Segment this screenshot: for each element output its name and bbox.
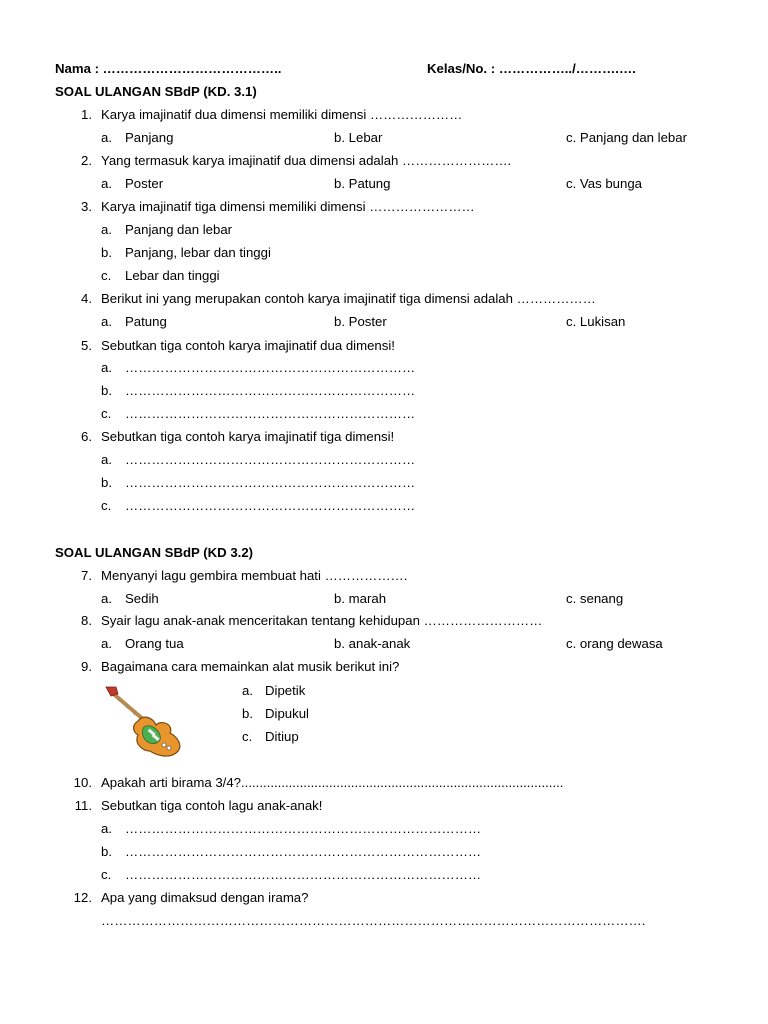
- q4-option-c: c. Lukisan: [566, 314, 626, 329]
- q8-text: Syair lagu anak-anak menceritakan tentang kehidupan ………………………: [101, 613, 543, 628]
- q8-option-a: Orang tua: [125, 636, 184, 651]
- q7-option-b: b. marah: [334, 591, 387, 606]
- q12-answer-line: …………………………………………………………………………………………………………….: [101, 913, 646, 928]
- q2-number: 2.: [81, 153, 92, 168]
- q9-option-a: Dipetik: [265, 683, 306, 698]
- q8-option-b: b. anak-anak: [334, 636, 411, 651]
- section-title-kd31: SOAL ULANGAN SBdP (KD. 3.1): [55, 84, 257, 99]
- q3-option-a: Panjang dan lebar: [125, 222, 233, 237]
- q1-text: Karya imajinatif dua dimensi memiliki dimensi …………………: [101, 107, 463, 122]
- section-title-kd32: SOAL ULANGAN SBdP (KD 3.2): [55, 545, 254, 560]
- q7-text: Menyanyi lagu gembira membuat hati ……………….: [101, 568, 408, 583]
- q6-blank-b: …………………………………………………………: [125, 475, 416, 490]
- q5-blank-b-letter: b.: [101, 383, 112, 398]
- q9-option-b-letter: b.: [242, 706, 253, 721]
- q7-number: 7.: [81, 568, 92, 583]
- q6-blank-b-letter: b.: [101, 475, 112, 490]
- q4-number: 4.: [81, 291, 92, 306]
- q1-option-c: c. Panjang dan lebar: [566, 130, 687, 145]
- q4-option-b: b. Poster: [334, 314, 387, 329]
- q7-option-c: c. senang: [566, 591, 624, 606]
- q11-blank-b: ………………………………………………………………………: [125, 844, 482, 859]
- q9-number: 9.: [81, 659, 92, 674]
- q5-text: Sebutkan tiga contoh karya imajinatif dua dimensi!: [101, 338, 395, 353]
- q5-blank-c-letter: c.: [101, 406, 112, 421]
- q2-option-b: b. Patung: [334, 176, 391, 191]
- q6-number: 6.: [81, 429, 92, 444]
- q11-blank-a-letter: a.: [101, 821, 112, 836]
- q6-blank-a: …………………………………………………………: [125, 452, 416, 467]
- q10-number: 10.: [73, 775, 92, 790]
- q6-blank-c-letter: c.: [101, 498, 112, 513]
- q2-text: Yang termasuk karya imajinatif dua dimensi adalah …………………….: [101, 153, 512, 168]
- q9-option-b: Dipukul: [265, 706, 309, 721]
- q8-option-a-letter: a.: [101, 636, 112, 651]
- q7-option-a-letter: a.: [101, 591, 112, 606]
- q5-blank-c: …………………………………………………………: [125, 406, 416, 421]
- q6-blank-c: …………………………………………………………: [125, 498, 416, 513]
- q3-option-c-letter: c.: [101, 268, 112, 283]
- q4-option-a-letter: a.: [101, 314, 112, 329]
- q5-number: 5.: [81, 338, 92, 353]
- q3-option-c: Lebar dan tinggi: [125, 268, 220, 283]
- q9-option-c: Ditiup: [265, 729, 299, 744]
- q11-blank-c: ………………………………………………………………………: [125, 867, 482, 882]
- q10-text: Apakah arti birama 3/4?........................................................................................: [101, 775, 564, 790]
- q5-blank-a-letter: a.: [101, 360, 112, 375]
- q4-option-a: Patung: [125, 314, 167, 329]
- q1-option-a-letter: a.: [101, 130, 112, 145]
- q6-blank-a-letter: a.: [101, 452, 112, 467]
- q2-option-c: c. Vas bunga: [566, 176, 643, 191]
- q5-blank-b: …………………………………………………………: [125, 383, 416, 398]
- q9-option-a-letter: a.: [242, 683, 253, 698]
- q9-option-c-letter: c.: [242, 729, 253, 744]
- q1-option-a: Panjang: [125, 130, 174, 145]
- nama-field: Nama : …………………………………..: [55, 61, 282, 76]
- q12-text: Apa yang dimaksud dengan irama?: [101, 890, 309, 905]
- q3-text: Karya imajinatif tiga dimensi memiliki dimensi ……………………: [101, 199, 475, 214]
- q11-blank-b-letter: b.: [101, 844, 112, 859]
- q3-option-b-letter: b.: [101, 245, 112, 260]
- q3-option-b: Panjang, lebar dan tinggi: [125, 245, 271, 260]
- q1-number: 1.: [81, 107, 92, 122]
- kelas-field: Kelas/No. : ……………../……….….: [427, 61, 636, 76]
- q8-number: 8.: [81, 613, 92, 628]
- electric-guitar-image: [104, 685, 184, 757]
- q11-text: Sebutkan tiga contoh lagu anak-anak!: [101, 798, 323, 813]
- q2-option-a: Poster: [125, 176, 164, 191]
- q5-blank-a: …………………………………………………………: [125, 360, 416, 375]
- q11-blank-c-letter: c.: [101, 867, 112, 882]
- q11-blank-a: ………………………………………………………………………: [125, 821, 482, 836]
- q1-option-b: b. Lebar: [334, 130, 383, 145]
- q7-option-a: Sedih: [125, 591, 159, 606]
- q3-option-a-letter: a.: [101, 222, 112, 237]
- q4-text: Berikut ini yang merupakan contoh karya imajinatif tiga dimensi adalah ………………: [101, 291, 596, 306]
- q6-text: Sebutkan tiga contoh karya imajinatif tiga dimensi!: [101, 429, 395, 444]
- q2-option-a-letter: a.: [101, 176, 112, 191]
- q9-text: Bagaimana cara memainkan alat musik berikut ini?: [101, 659, 400, 674]
- q8-option-c: c. orang dewasa: [566, 636, 663, 651]
- q3-number: 3.: [81, 199, 92, 214]
- q11-number: 11.: [74, 798, 92, 813]
- q12-number: 12.: [73, 890, 92, 905]
